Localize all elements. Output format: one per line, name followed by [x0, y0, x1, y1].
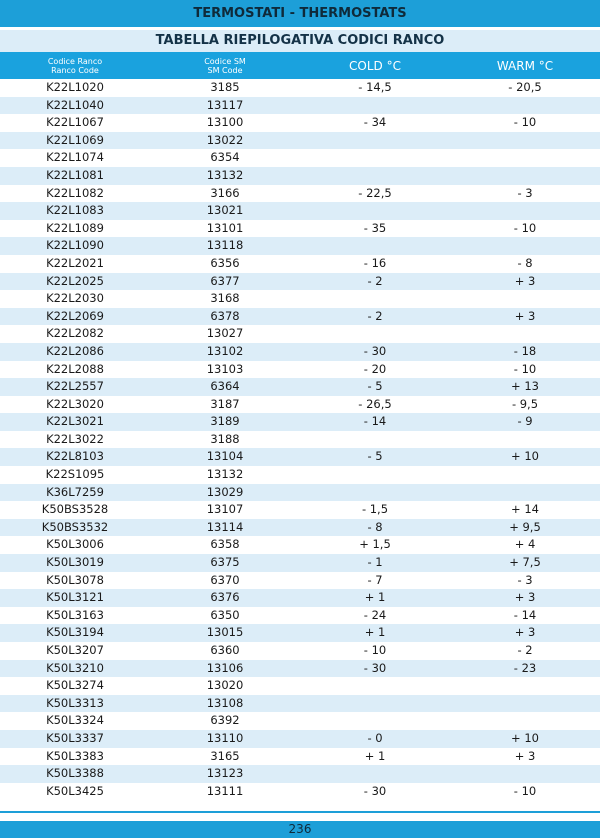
cell-cold [300, 149, 450, 167]
cell-cold [300, 325, 450, 343]
cell-sm-code: 13104 [206, 449, 244, 464]
column-header-warm: WARM °C [496, 58, 554, 73]
cell-warm: + 13 [511, 379, 539, 394]
cell-ranco-code: K50L3425 [46, 783, 104, 798]
cell-warm: - 2 [517, 643, 533, 657]
cell-warm [450, 132, 600, 150]
table-row [0, 660, 600, 678]
cell-sm-code: 13020 [206, 678, 244, 693]
cell-ranco-code: K50L3388 [46, 766, 104, 781]
cell-ranco-code: K50L3313 [46, 695, 104, 710]
table-body [0, 79, 600, 800]
cell-sm-code: 13118 [206, 238, 244, 253]
cell-sm-code: 6356 [210, 255, 240, 270]
cell-warm: + 9,5 [509, 519, 541, 534]
cell-ranco-code: K22L2082 [46, 326, 104, 341]
table-row [0, 378, 600, 396]
table-row [0, 642, 600, 660]
cell-sm-code: 13132 [206, 167, 244, 182]
cell-ranco-code: K22L1083 [46, 203, 104, 218]
cell-cold: - 5 [367, 379, 383, 394]
cell-cold [300, 237, 450, 255]
table-row [0, 97, 600, 115]
cell-warm [450, 290, 600, 308]
cell-warm: + 4 [514, 537, 536, 552]
cell-sm-code: 3165 [210, 748, 240, 763]
table-row [0, 748, 600, 766]
cell-ranco-code: K22L3021 [46, 414, 104, 429]
cell-sm-code: 6350 [210, 607, 240, 622]
table-row [0, 677, 600, 695]
table-row [0, 255, 600, 273]
cell-sm-code: 13123 [206, 766, 244, 781]
cell-ranco-code: K22L1069 [46, 132, 104, 147]
cell-ranco-code: K22L1040 [46, 97, 104, 112]
cell-warm: - 18 [513, 343, 537, 358]
cell-warm [450, 677, 600, 695]
cell-warm [450, 765, 600, 783]
cell-sm-code: 13029 [206, 484, 244, 499]
cell-ranco-code: K22L1082 [46, 185, 104, 200]
cell-cold: + 1,5 [359, 537, 391, 552]
cell-ranco-code: K50L3210 [46, 660, 104, 675]
cell-warm: - 20,5 [508, 80, 542, 94]
cell-cold: - 8 [367, 519, 383, 534]
cell-cold [300, 167, 450, 185]
cell-sm-code: 6358 [210, 537, 240, 552]
cell-ranco-code: K22L2069 [46, 308, 104, 323]
cell-warm [450, 431, 600, 449]
cell-sm-code: 3166 [210, 185, 240, 200]
cell-cold [300, 290, 450, 308]
cell-warm: - 9 [517, 414, 533, 429]
table-row [0, 413, 600, 431]
table-row [0, 149, 600, 167]
cell-warm: - 10 [513, 115, 537, 130]
cell-warm [450, 484, 600, 502]
table-row [0, 132, 600, 150]
cell-cold [300, 431, 450, 449]
cell-sm-code: 3168 [210, 291, 240, 306]
cell-warm: + 3 [514, 308, 536, 323]
cell-cold [300, 695, 450, 713]
cell-warm: + 10 [511, 449, 539, 464]
table-row [0, 220, 600, 238]
table-title: TABELLA RIEPILOGATIVA CODICI RANCO [0, 30, 600, 52]
cell-sm-code: 13103 [206, 361, 244, 376]
cell-sm-code: 3189 [210, 414, 240, 429]
cell-sm-code: 3188 [210, 431, 240, 446]
table-bottom-rule [0, 811, 600, 813]
cell-ranco-code: K50L3383 [46, 748, 104, 763]
cell-warm: - 3 [517, 185, 533, 200]
cell-ranco-code: K22L1074 [46, 150, 104, 165]
cell-warm [450, 167, 600, 185]
cell-cold: - 24 [363, 607, 387, 622]
cell-sm-code: 3187 [210, 396, 240, 411]
table-row [0, 431, 600, 449]
cell-ranco-code: K22L1081 [46, 167, 104, 182]
cell-ranco-code: K22L1020 [46, 80, 104, 94]
table-row [0, 114, 600, 132]
cell-sm-code: 13107 [206, 502, 244, 517]
cell-warm: - 10 [513, 783, 537, 798]
column-header-ranco-en: Ranco Code [51, 65, 99, 75]
cell-warm: + 3 [514, 273, 536, 288]
cell-sm-code: 13102 [206, 343, 244, 358]
column-header-sm-code [150, 52, 300, 79]
cell-cold: - 1 [367, 555, 383, 570]
cell-cold: - 2 [367, 308, 383, 323]
table-row [0, 202, 600, 220]
cell-warm [450, 237, 600, 255]
table-row [0, 361, 600, 379]
table-row [0, 325, 600, 343]
table-row [0, 783, 600, 801]
table-row [0, 343, 600, 361]
cell-warm: - 23 [513, 660, 537, 675]
cell-cold: - 2 [367, 273, 383, 288]
cell-warm: - 8 [517, 255, 533, 270]
cell-cold: - 14,5 [358, 80, 392, 94]
table-row [0, 730, 600, 748]
table-row [0, 695, 600, 713]
cell-cold [300, 97, 450, 115]
table-header [0, 52, 600, 79]
cell-warm: - 9,5 [511, 396, 539, 411]
cell-cold: - 35 [363, 220, 387, 235]
cell-cold [300, 712, 450, 730]
cell-warm: + 14 [511, 502, 539, 517]
cell-cold [300, 677, 450, 695]
cell-sm-code: 6378 [210, 308, 240, 323]
cell-cold: - 20 [363, 361, 387, 376]
table-row [0, 185, 600, 203]
cell-cold: - 5 [367, 449, 383, 464]
cell-ranco-code: K50L3337 [46, 730, 104, 745]
cell-cold: - 30 [363, 343, 387, 358]
cell-ranco-code: K22L3022 [46, 431, 104, 446]
cell-cold: + 1 [364, 748, 386, 763]
cell-warm: - 3 [517, 572, 533, 587]
table-row [0, 290, 600, 308]
table-row [0, 396, 600, 414]
cell-sm-code: 13106 [206, 660, 244, 675]
cell-sm-code: 13101 [206, 220, 244, 235]
cell-cold [300, 466, 450, 484]
cell-warm: + 3 [514, 748, 536, 763]
column-header-ranco-code [0, 52, 150, 79]
table-row [0, 765, 600, 783]
cell-ranco-code: K22L1089 [46, 220, 104, 235]
cell-ranco-code: K22L1090 [46, 238, 104, 253]
page-title: TERMOSTATI - THERMOSTATS [0, 0, 600, 27]
cell-sm-code: 3185 [210, 80, 240, 94]
table-row [0, 308, 600, 326]
cell-warm: + 3 [514, 590, 536, 605]
cell-cold: - 0 [367, 730, 383, 745]
cell-sm-code: 6354 [210, 150, 240, 165]
column-header-sm-en: SM Code [207, 65, 243, 75]
table-row [0, 237, 600, 255]
cell-cold: - 22,5 [358, 185, 392, 200]
cell-sm-code: 6392 [210, 713, 240, 728]
cell-sm-code: 13015 [206, 625, 244, 640]
cell-sm-code: 13132 [206, 467, 244, 482]
table-row [0, 501, 600, 519]
cell-warm [450, 466, 600, 484]
cell-warm [450, 325, 600, 343]
cell-ranco-code: K22S1095 [45, 467, 105, 482]
cell-cold: - 14 [363, 414, 387, 429]
table-row [0, 466, 600, 484]
cell-ranco-code: K22L3020 [46, 396, 104, 411]
cell-ranco-code: K50L3006 [46, 537, 104, 552]
cell-warm: - 10 [513, 361, 537, 376]
table-row [0, 554, 600, 572]
cell-sm-code: 6370 [210, 572, 240, 587]
cell-cold [300, 202, 450, 220]
cell-sm-code: 13022 [206, 132, 244, 147]
cell-warm [450, 695, 600, 713]
table-row [0, 519, 600, 537]
cell-warm [450, 202, 600, 220]
cell-warm [450, 97, 600, 115]
table-row [0, 536, 600, 554]
table-row [0, 712, 600, 730]
cell-ranco-code: K50L3019 [46, 555, 104, 570]
cell-cold: + 1 [364, 625, 386, 640]
table-row [0, 484, 600, 502]
cell-cold: + 1 [364, 590, 386, 605]
cell-cold: - 7 [367, 572, 383, 587]
cell-cold: - 16 [363, 255, 387, 270]
page-number: 236 [0, 821, 600, 838]
cell-warm: + 3 [514, 625, 536, 640]
cell-sm-code: 6376 [210, 590, 240, 605]
column-header-sm-it: Codice SM [204, 56, 246, 66]
cell-cold: - 26,5 [358, 396, 392, 411]
cell-ranco-code: K36L7259 [46, 484, 104, 499]
column-header-cold: COLD °C [349, 58, 401, 73]
cell-sm-code: 6360 [210, 643, 240, 657]
cell-warm [450, 149, 600, 167]
cell-ranco-code: K22L8103 [46, 449, 104, 464]
table-row [0, 572, 600, 590]
cell-warm: + 10 [511, 730, 539, 745]
cell-warm: - 10 [513, 220, 537, 235]
cell-ranco-code: K22L2088 [46, 361, 104, 376]
cell-sm-code: 13117 [206, 97, 244, 112]
cell-cold [300, 765, 450, 783]
cell-sm-code: 13027 [206, 326, 244, 341]
cell-cold: - 30 [363, 783, 387, 798]
cell-sm-code: 13111 [206, 783, 244, 798]
cell-ranco-code: K50BS3532 [41, 519, 109, 534]
cell-ranco-code: K50L3194 [46, 625, 104, 640]
table-row [0, 167, 600, 185]
cell-ranco-code: K22L2557 [46, 379, 104, 394]
cell-ranco-code: K22L2030 [46, 291, 104, 306]
cell-sm-code: 13108 [206, 695, 244, 710]
cell-ranco-code: K50L3121 [46, 590, 104, 605]
table-row [0, 273, 600, 291]
cell-cold [300, 484, 450, 502]
cell-cold [300, 132, 450, 150]
table-row [0, 624, 600, 642]
table-row [0, 79, 600, 97]
column-header-ranco-it: Codice Ranco [47, 56, 103, 66]
table-row [0, 589, 600, 607]
cell-warm: + 7,5 [509, 555, 541, 570]
cell-cold: - 34 [363, 115, 387, 130]
cell-cold: - 30 [363, 660, 387, 675]
cell-ranco-code: K50L3078 [46, 572, 104, 587]
cell-sm-code: 13021 [206, 203, 244, 218]
cell-sm-code: 13100 [206, 115, 244, 130]
cell-ranco-code: K50L3274 [46, 678, 104, 693]
cell-ranco-code: K22L2025 [46, 273, 104, 288]
cell-ranco-code: K22L2021 [46, 255, 104, 270]
cell-ranco-code: K22L2086 [46, 343, 104, 358]
cell-cold: - 1,5 [361, 502, 389, 517]
cell-ranco-code: K22L1067 [46, 115, 104, 130]
table-row [0, 448, 600, 466]
cell-warm [450, 712, 600, 730]
cell-sm-code: 6364 [210, 379, 240, 394]
cell-cold: - 10 [363, 643, 387, 657]
cell-ranco-code: K50BS3528 [41, 502, 109, 517]
cell-warm: - 14 [513, 607, 537, 622]
cell-ranco-code: K50L3163 [46, 607, 104, 622]
cell-ranco-code: K50L3324 [46, 713, 104, 728]
cell-ranco-code: K50L3207 [46, 643, 104, 657]
table-row [0, 607, 600, 625]
cell-sm-code: 6377 [210, 273, 240, 288]
cell-sm-code: 6375 [210, 555, 240, 570]
cell-sm-code: 13114 [206, 519, 244, 534]
cell-sm-code: 13110 [206, 730, 244, 745]
